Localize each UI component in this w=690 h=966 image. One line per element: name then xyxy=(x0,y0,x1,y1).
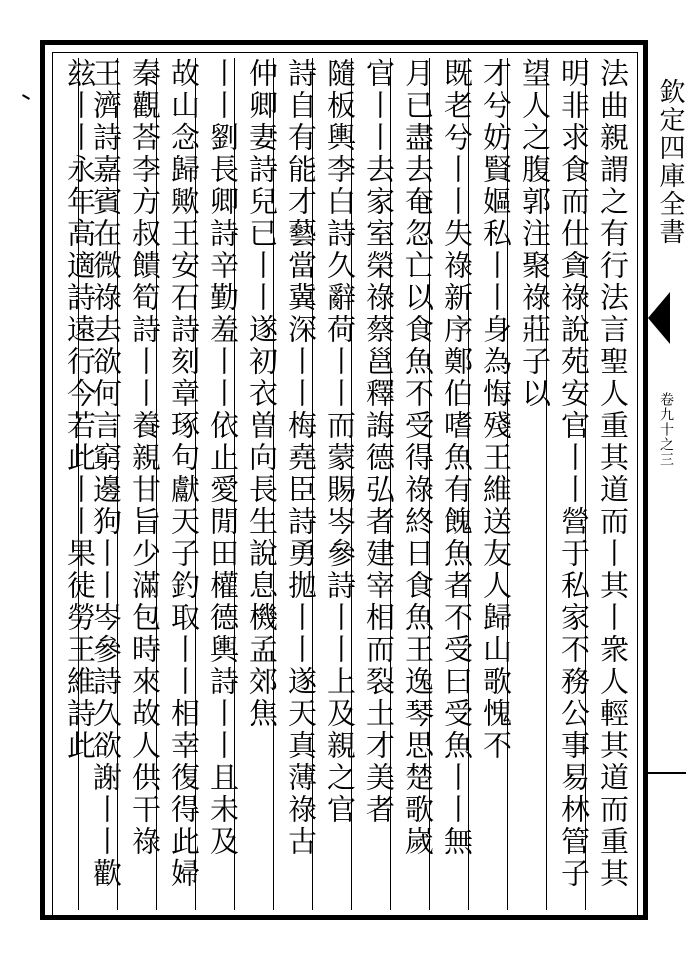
text-column: 故山念歸歟王安石詩刻章琢句獻天子釣取丨丨相幸復得此婦 xyxy=(167,58,201,890)
text-column: 丨丨劉長卿詩辛勤羞丨丨依止愛閒田權德輿詩丨丨且未及 xyxy=(206,58,240,858)
book-title: 欽定四庫全書 xyxy=(655,78,685,246)
text-column: 月已盡去奄忽亡以食魚不受得祿終日食魚王逸琴思楚歌嵗 xyxy=(401,58,435,858)
text-column: 法曲親謂之有行法言聖人重其道而丨其丨衆人輕其道而重其 xyxy=(596,58,630,890)
text-column: 玆丨丨永年高適詩遠行今若此丨丨果徒勞王維詩此 xyxy=(63,58,97,762)
ink-mark xyxy=(22,94,30,100)
fish-tail-mark xyxy=(648,292,670,344)
text-column: 既老兮丨丨失祿新序鄭伯嗜魚有餽魚者不受曰受魚丨丨無 xyxy=(440,58,474,858)
text-column: 才兮妨賢嫗私丨丨身為悔殘王維送友人歸山歌愧不 xyxy=(479,58,513,762)
text-column: 望人之腹郭注聚祿莊子以 xyxy=(518,58,552,410)
text-column: 詩自有能才藝當冀深丨丨梅堯臣詩勇拋丨丨遂天真薄祿古 xyxy=(284,58,318,858)
text-column: 隨板輿李白詩久辭荷丨丨而蒙賜岑參詩丨丨上及親之官 xyxy=(323,58,357,826)
text-column: 王濟詩嘉賓在微祿去欲何言窮邊狗丨丨岑參詩久欲謝丨丨歡 xyxy=(89,58,123,890)
margin-divider xyxy=(648,772,686,774)
volume-label: 卷九十之三 xyxy=(658,392,674,467)
text-column: 明非求食而仕貪祿說苑安官丨丨營于私家不務公事易林管子 xyxy=(557,58,591,890)
text-column: 仲卿妻詩兒已丨丨遂初衣曽向長生說息機孟郊焦 xyxy=(245,58,279,730)
text-column: 秦觀荅李方叔饋筍詩丨丨養親甘旨少滿包時來故人供干祿 xyxy=(128,58,162,858)
text-column: 官丨丨去家室榮祿蔡邕釋誨德弘者建宰相而裂土才美者 xyxy=(362,58,396,826)
